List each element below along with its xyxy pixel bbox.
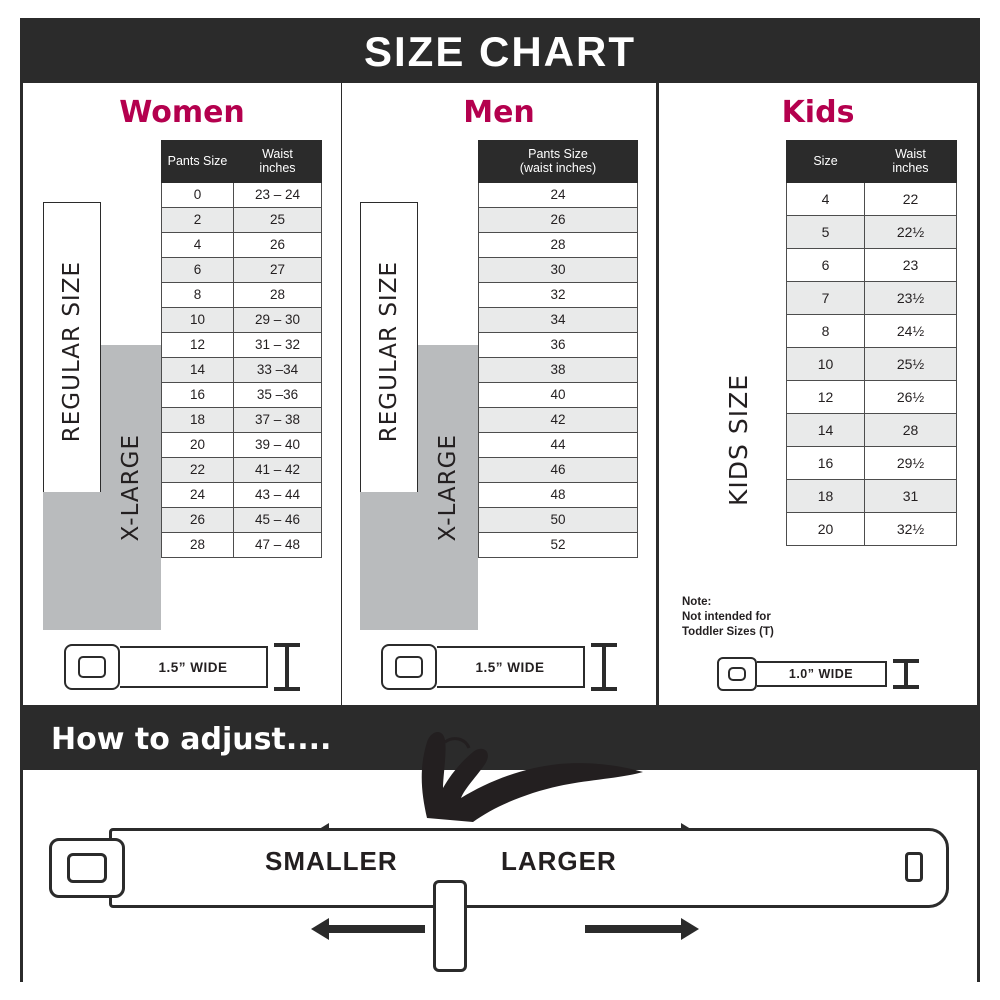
cell-size: 34	[479, 307, 638, 332]
hand-icon	[391, 722, 651, 832]
kids-table-body	[787, 182, 957, 545]
table-row	[787, 446, 957, 479]
buckle-inner-icon	[728, 667, 746, 681]
cell-waist: 35 –36	[234, 382, 322, 407]
cell-size: 20	[162, 432, 234, 457]
table-row	[162, 232, 322, 257]
women-belt-graphic	[23, 643, 341, 691]
men-belt-width-label: 1.5” WIDE	[475, 659, 545, 675]
women-regular-size-strip	[43, 202, 101, 502]
buckle-inner-icon	[395, 656, 423, 678]
cell-size: 24	[479, 182, 638, 207]
table-row	[162, 332, 322, 357]
cell-waist: 28	[234, 282, 322, 307]
buckle-icon	[717, 657, 757, 691]
cell-waist: 25½	[865, 347, 957, 380]
cell-size: 16	[162, 382, 234, 407]
table-row	[479, 332, 638, 357]
men-xlarge-strip-2	[418, 345, 478, 630]
cell-waist: 26½	[865, 380, 957, 413]
cell-waist: 23	[865, 248, 957, 281]
table-row	[787, 314, 957, 347]
kids-table-wrap	[678, 140, 958, 639]
men-xlarge-label: X-LARGE	[435, 433, 461, 542]
kids-col-waist-line2: inches	[892, 161, 929, 176]
kids-note-line3: Toddler Sizes (T)	[682, 626, 774, 639]
cell-size: 7	[787, 281, 865, 314]
men-dimension-icon	[591, 643, 617, 691]
table-row	[479, 482, 638, 507]
table-row	[479, 307, 638, 332]
cell-size: 22	[162, 457, 234, 482]
table-row	[479, 507, 638, 532]
kids-col-waist	[865, 141, 957, 183]
table-row	[162, 207, 322, 232]
women-header-row	[162, 141, 322, 183]
smaller-label: SMALLER	[265, 846, 398, 876]
table-row	[787, 215, 957, 248]
kids-header-row	[787, 141, 957, 183]
cell-waist: 32½	[865, 512, 957, 545]
how-to-adjust-illustration	[23, 770, 977, 982]
men-regular-size-label: REGULAR SIZE	[376, 261, 402, 443]
cell-size: 20	[787, 512, 865, 545]
cell-waist: 29 – 30	[234, 307, 322, 332]
kids-belt-width-label: 1.0” WIDE	[788, 667, 854, 681]
cell-size: 24	[162, 482, 234, 507]
kids-col-waist-line1: Waist	[895, 147, 926, 161]
cell-size: 2	[162, 207, 234, 232]
cell-size: 12	[787, 380, 865, 413]
title-bar	[23, 21, 977, 83]
cell-size: 4	[162, 232, 234, 257]
table-row	[162, 357, 322, 382]
women-xlarge-strip-2	[101, 345, 161, 630]
table-row	[162, 407, 322, 432]
panel-women	[23, 83, 341, 705]
table-row	[162, 457, 322, 482]
table-row	[162, 532, 322, 557]
cell-size: 42	[479, 407, 638, 432]
table-row	[787, 182, 957, 215]
table-row	[479, 282, 638, 307]
belt-illustration	[49, 828, 949, 908]
table-row	[479, 432, 638, 457]
cell-size: 26	[162, 507, 234, 532]
cell-waist: 47 – 48	[234, 532, 322, 557]
cell-waist: 24½	[865, 314, 957, 347]
cell-size: 38	[479, 357, 638, 382]
table-row	[162, 432, 322, 457]
table-row	[787, 380, 957, 413]
table-row	[479, 532, 638, 557]
cell-size: 5	[787, 215, 865, 248]
table-row	[479, 457, 638, 482]
cell-waist: 33 –34	[234, 357, 322, 382]
table-row	[162, 482, 322, 507]
men-col-line1: Pants Size	[528, 147, 588, 161]
cell-size: 46	[479, 457, 638, 482]
men-strap	[437, 646, 585, 688]
cell-waist: 22	[865, 182, 957, 215]
cell-size: 40	[479, 382, 638, 407]
buckle-icon	[64, 644, 120, 690]
kids-note	[682, 595, 774, 640]
table-row	[479, 357, 638, 382]
panel-title-women: Women	[119, 95, 245, 130]
table-row	[787, 479, 957, 512]
table-row	[479, 407, 638, 432]
cell-waist: 23 – 24	[234, 182, 322, 207]
cell-size: 48	[479, 482, 638, 507]
cell-waist: 27	[234, 257, 322, 282]
cell-size: 50	[479, 507, 638, 532]
table-row	[787, 512, 957, 545]
women-col-waist-line1: Waist	[262, 147, 293, 161]
table-row	[162, 182, 322, 207]
larger-label: LARGER	[501, 846, 617, 876]
cell-size: 12	[162, 332, 234, 357]
cell-waist: 28	[865, 413, 957, 446]
women-table-body	[162, 182, 322, 557]
cell-size: 18	[162, 407, 234, 432]
kids-size-label: KIDS SIZE	[723, 374, 753, 506]
table-row	[479, 182, 638, 207]
cell-size: 8	[162, 282, 234, 307]
men-table-body	[479, 182, 638, 557]
kids-note-line2: Not intended for	[682, 611, 771, 624]
cell-size: 14	[162, 357, 234, 382]
table-row	[162, 257, 322, 282]
women-col-pants-size: Pants Size	[162, 141, 234, 183]
table-row	[479, 232, 638, 257]
buckle-inner-icon	[78, 656, 106, 678]
cell-waist: 39 – 40	[234, 432, 322, 457]
kids-belt-graphic	[659, 657, 977, 691]
belt-slider-handle[interactable]	[433, 880, 467, 972]
panel-men	[341, 83, 659, 705]
table-row	[162, 307, 322, 332]
cell-size: 6	[787, 248, 865, 281]
table-row	[787, 248, 957, 281]
women-col-waist-line2: inches	[259, 161, 296, 176]
kids-size-table	[786, 140, 957, 546]
cell-size: 44	[479, 432, 638, 457]
cell-size: 4	[787, 182, 865, 215]
women-regular-size-label: REGULAR SIZE	[59, 261, 85, 443]
table-row	[162, 282, 322, 307]
cell-size: 52	[479, 532, 638, 557]
cell-waist: 22½	[865, 215, 957, 248]
cell-waist: 43 – 44	[234, 482, 322, 507]
cell-size: 0	[162, 182, 234, 207]
buckle-icon	[381, 644, 437, 690]
table-row	[787, 413, 957, 446]
table-row	[787, 281, 957, 314]
cell-size: 6	[162, 257, 234, 282]
cell-waist: 29½	[865, 446, 957, 479]
cell-size: 14	[787, 413, 865, 446]
cell-size: 28	[479, 232, 638, 257]
men-belt-graphic	[342, 643, 656, 691]
buckle-icon	[49, 838, 125, 898]
cell-size: 8	[787, 314, 865, 347]
men-regular-size-strip	[360, 202, 418, 502]
panel-title-kids: Kids	[781, 95, 855, 130]
cell-size: 10	[787, 347, 865, 380]
kids-note-line1: Note:	[682, 596, 712, 609]
table-row	[162, 507, 322, 532]
men-col-pants-size	[479, 141, 638, 183]
cell-waist: 23½	[865, 281, 957, 314]
men-col-line2: (waist inches)	[519, 161, 597, 176]
table-row	[479, 257, 638, 282]
cell-size: 30	[479, 257, 638, 282]
cell-waist: 45 – 46	[234, 507, 322, 532]
cell-waist: 31 – 32	[234, 332, 322, 357]
cell-waist: 26	[234, 232, 322, 257]
women-col-waist	[234, 141, 322, 183]
cell-waist: 37 – 38	[234, 407, 322, 432]
cell-size: 10	[162, 307, 234, 332]
kids-col-size: Size	[787, 141, 865, 183]
buckle-inner-icon	[67, 853, 107, 883]
kids-dimension-icon	[893, 659, 919, 689]
cell-waist: 25	[234, 207, 322, 232]
women-size-table	[161, 140, 322, 558]
cell-size: 16	[787, 446, 865, 479]
panel-kids	[659, 83, 977, 705]
women-xlarge-label: X-LARGE	[118, 433, 144, 542]
panel-title-men: Men	[463, 95, 535, 130]
men-size-table	[478, 140, 638, 558]
men-header-row	[479, 141, 638, 183]
belt-tip-hole-icon	[905, 852, 923, 882]
kids-strap	[757, 661, 887, 687]
chart-frame	[20, 18, 980, 982]
cell-waist: 31	[865, 479, 957, 512]
table-row	[162, 382, 322, 407]
men-table-wrap	[360, 140, 638, 630]
women-dimension-icon	[274, 643, 300, 691]
cell-size: 28	[162, 532, 234, 557]
how-to-adjust-label: How to adjust....	[51, 721, 332, 757]
women-belt-width-label: 1.5” WIDE	[158, 659, 228, 675]
women-strap	[120, 646, 268, 688]
panels-row	[23, 83, 977, 708]
cell-size: 32	[479, 282, 638, 307]
table-row	[479, 207, 638, 232]
cell-size: 26	[479, 207, 638, 232]
cell-waist: 41 – 42	[234, 457, 322, 482]
cell-size: 18	[787, 479, 865, 512]
women-table-wrap	[43, 140, 321, 630]
page-title: SIZE CHART	[364, 28, 636, 75]
kids-size-strip	[708, 335, 768, 545]
table-row	[787, 347, 957, 380]
cell-size: 36	[479, 332, 638, 357]
table-row	[479, 382, 638, 407]
